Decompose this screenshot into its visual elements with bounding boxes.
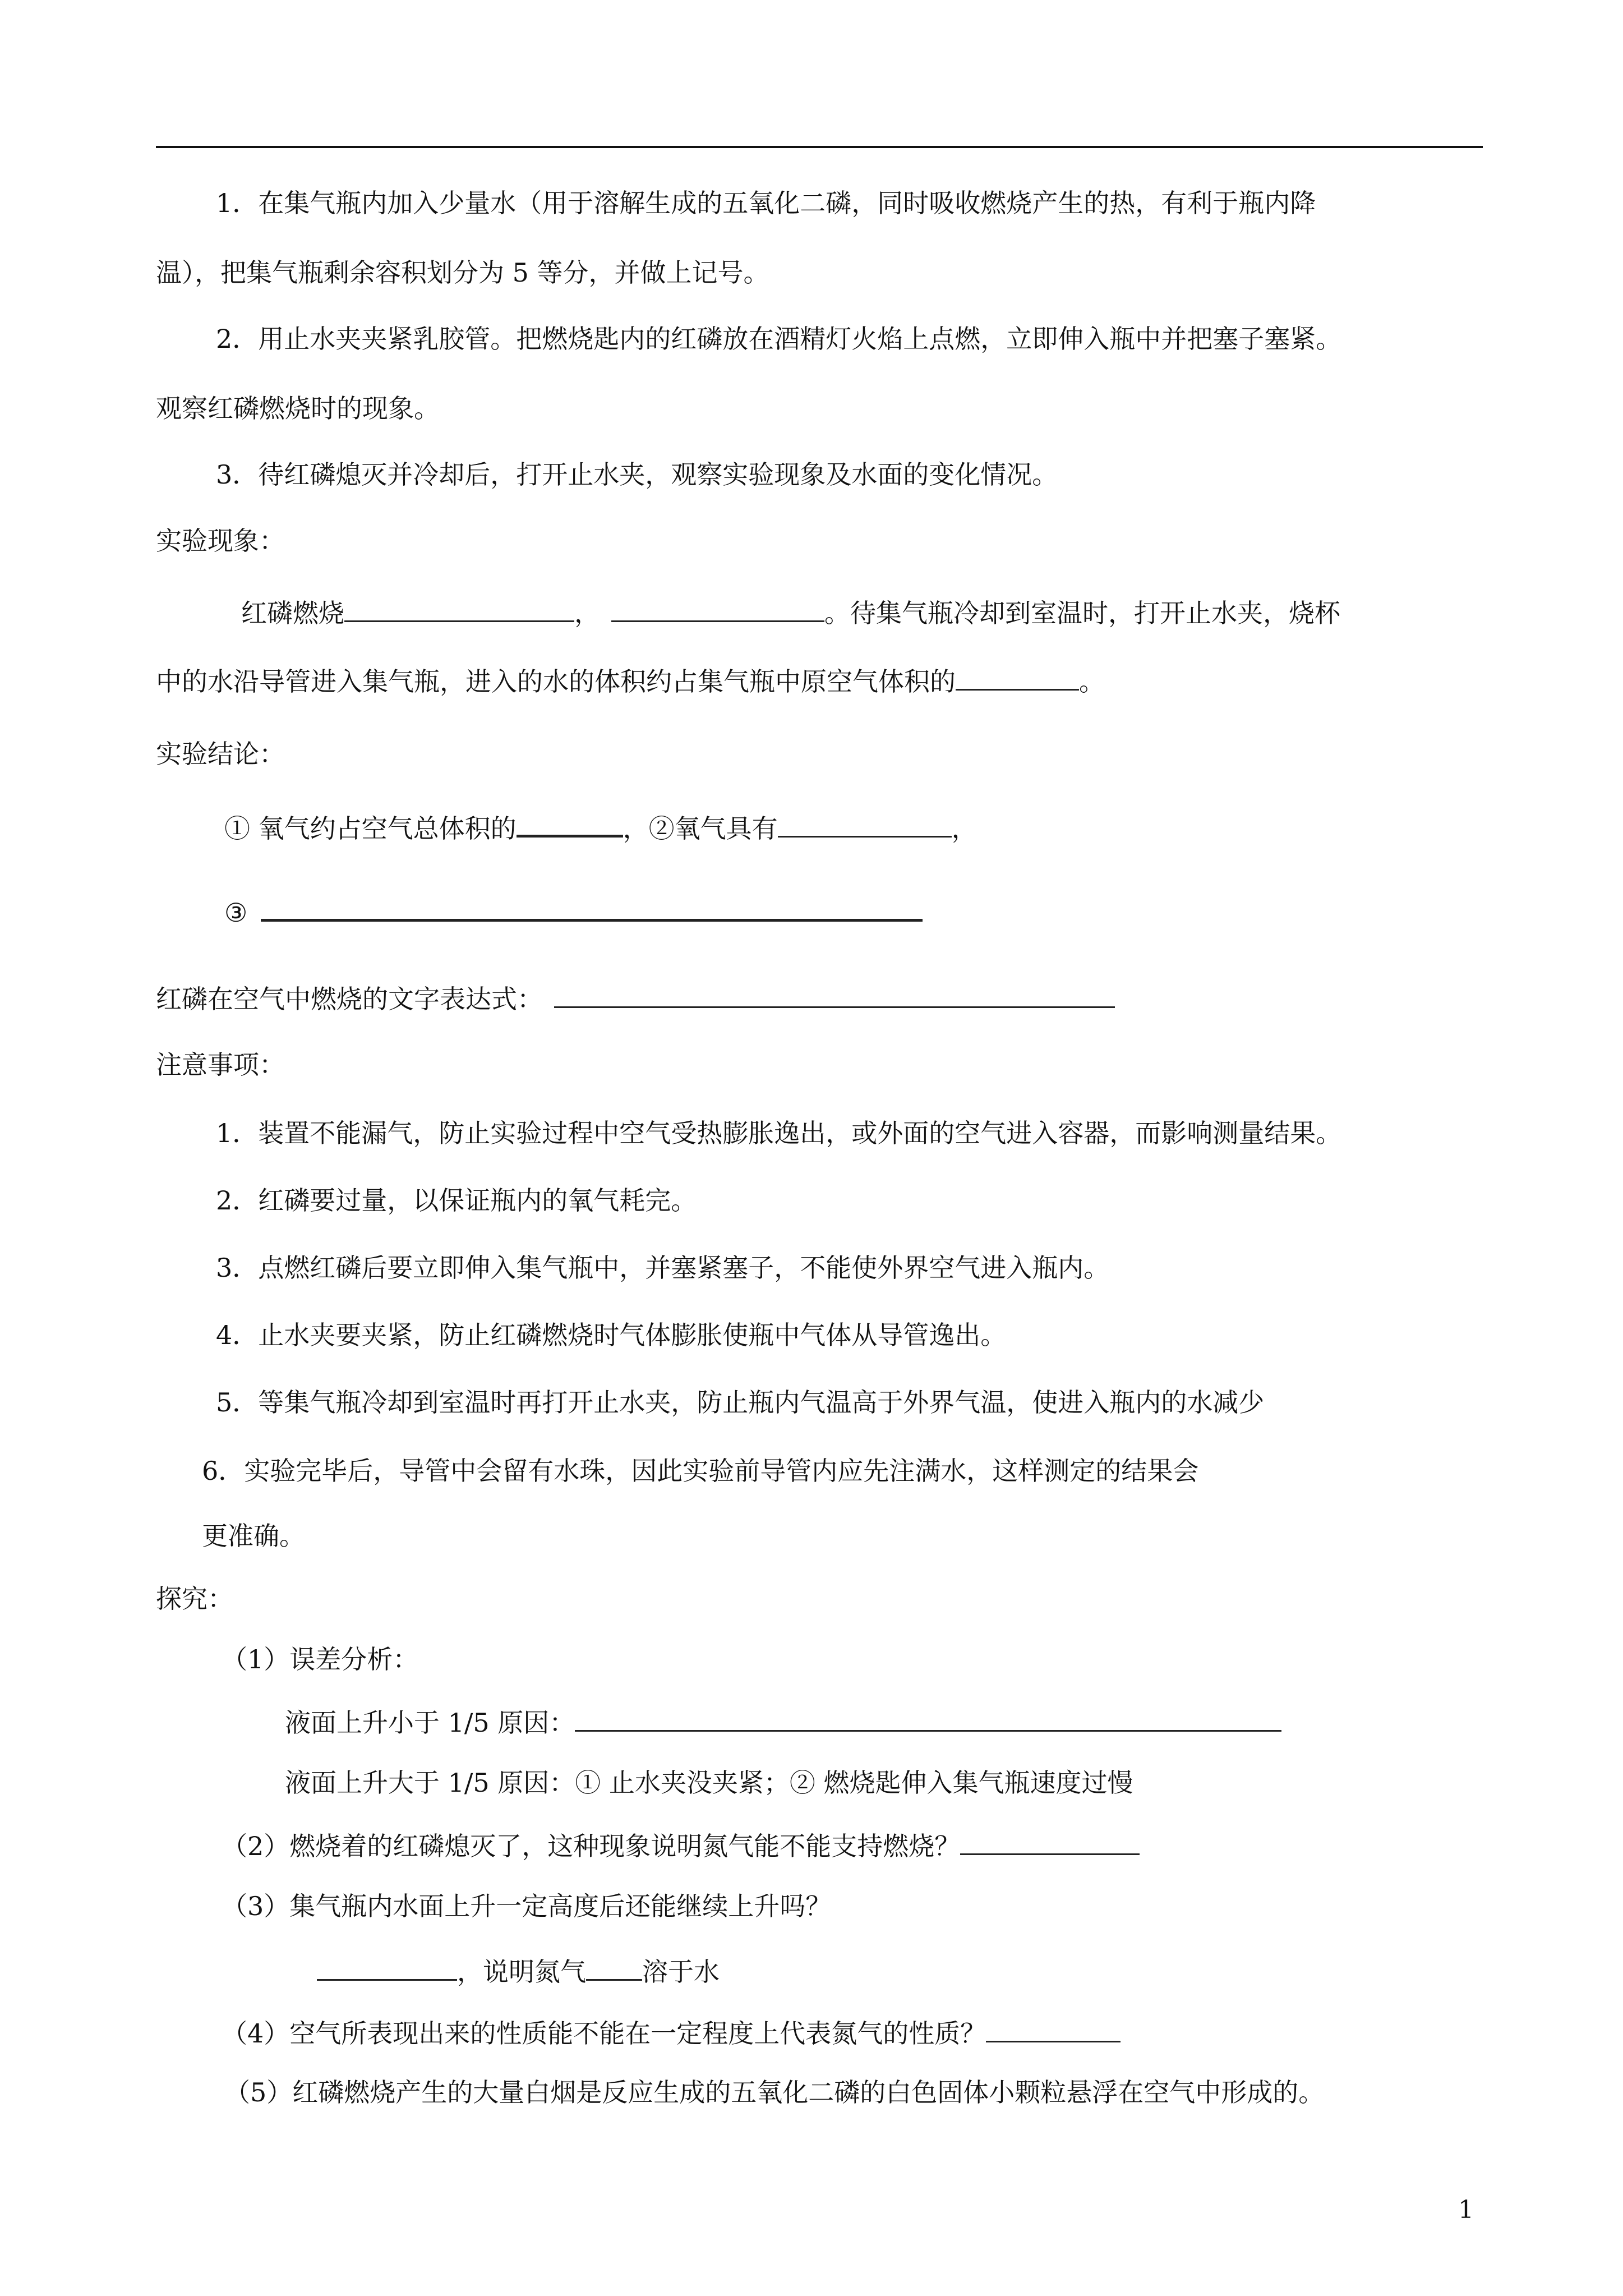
- note-3: 3．点燃红磷后要立即伸入集气瓶中，并塞紧塞子，不能使外界空气进入瓶内。: [216, 1253, 1110, 1283]
- phenomenon-text-b: 。待集气瓶冷却到室温时，打开止水夹，烧杯: [824, 598, 1340, 628]
- note-1: 1．装置不能漏气，防止实验过程中空气受热膨胀逸出，或外面的空气进入容器，而影响测量结果。: [216, 1118, 1342, 1148]
- explore-heading: 探究：: [156, 1584, 233, 1614]
- step-1-line-2: 温），把集气瓶剩余容积划分为 5 等分，并做上记号。: [156, 257, 769, 288]
- blank-phenomenon-2[interactable]: [611, 595, 824, 622]
- conclusion-heading: 实验结论：: [156, 739, 285, 769]
- explore-q2-text: （2）燃烧着的红磷熄灭了，这种现象说明氮气能不能支持燃烧？: [222, 1831, 961, 1861]
- conclusion-line-1: [224, 809, 978, 845]
- phenomenon-heading: 实验现象：: [156, 526, 285, 556]
- blank-air-property[interactable]: [986, 2015, 1121, 2042]
- phenomenon-line-2: [156, 663, 1105, 698]
- blank-conclusion-3[interactable]: [261, 893, 923, 922]
- step-2-line-1: 2．用止水夹夹紧乳胶管。把燃烧匙内的红磷放在酒精灯火焰上点燃，立即伸入瓶中并把塞子塞紧。: [216, 324, 1342, 354]
- phenomenon-sep: ，: [574, 598, 600, 628]
- blank-oxygen-fraction[interactable]: [517, 809, 623, 838]
- expression-label: 红磷在空气中燃烧的文字表达式：: [156, 984, 543, 1014]
- note-6-line-1: 6．实验完毕后，导管中会留有水珠，因此实验前导管内应先注满水，这样测定的结果会: [202, 1456, 1199, 1486]
- blank-oxygen-property[interactable]: [778, 810, 952, 838]
- phenomenon-text-a: 红磷燃烧: [241, 598, 344, 628]
- phenomenon-line-1: [241, 595, 1340, 630]
- phenomenon-text-c: 中的水沿导管进入集气瓶，进入的水的体积约占集气瓶中原空气体积的: [156, 666, 956, 697]
- header-rule: [156, 146, 1483, 148]
- explore-q3-answer-line: [317, 1953, 720, 1989]
- explore-q2-line: [222, 1828, 1140, 1863]
- blank-volume-fraction[interactable]: [956, 663, 1079, 691]
- explore-q4-line: [222, 2015, 1121, 2050]
- step-2-line-2: 观察红磷燃烧时的现象。: [156, 393, 440, 424]
- step-3: 3．待红磷熄灭并冷却后，打开止水夹，观察实验现象及水面的变化情况。: [216, 459, 1058, 490]
- step-1-line-1: 1．在集气瓶内加入少量水（用于溶解生成的五氧化二磷，同时吸收燃烧产生的热，有利于瓶内降: [216, 188, 1316, 218]
- conclusion-text-a: ① 氧气约占空气总体积的: [224, 813, 517, 844]
- blank-water-rise[interactable]: [317, 1953, 457, 1981]
- explore-q4-text: （4）空气所表现出来的性质能不能在一定程度上代表氮气的性质？: [222, 2018, 986, 2049]
- explore-q5: （5）红磷燃烧产生的大量白烟是反应生成的五氧化二磷的白色固体小颗粒悬浮在空气中形成的。: [224, 2077, 1325, 2108]
- blank-nitrogen-combustion[interactable]: [960, 1828, 1140, 1855]
- notes-heading: 注意事项：: [156, 1050, 285, 1080]
- conclusion-text-b: ，②氧气具有: [623, 813, 778, 844]
- note-5: 5．等集气瓶冷却到室温时再打开止水夹，防止瓶内气温高于外界气温，使进入瓶内的水减少: [216, 1387, 1265, 1418]
- page-number: 1: [1458, 2196, 1474, 2224]
- blank-phenomenon-1[interactable]: [344, 595, 574, 622]
- explore-q1-low-line: [285, 1704, 1281, 1740]
- blank-solubility[interactable]: [586, 1953, 642, 1981]
- conclusion-circle-3: ③: [224, 898, 248, 928]
- blank-word-equation[interactable]: [554, 981, 1115, 1008]
- phenomenon-end: 。: [1079, 666, 1105, 697]
- explore-q3-text-b: ，说明氮气: [457, 1957, 586, 1987]
- conclusion-end: ，: [951, 813, 978, 844]
- expression-line: [156, 981, 1115, 1016]
- explore-q1: （1）误差分析：: [222, 1644, 419, 1674]
- note-4: 4．止水夹要夹紧，防止红磷燃烧时气体膨胀使瓶中气体从导管逸出。: [216, 1320, 1007, 1350]
- explore-q3: （3）集气瓶内水面上升一定高度后还能继续上升吗？: [222, 1891, 832, 1921]
- note-2: 2．红磷要过量，以保证瓶内的氧气耗完。: [216, 1185, 697, 1216]
- blank-low-reason[interactable]: [575, 1704, 1281, 1732]
- explore-q1-high: 液面上升大于 1/5 原因：① 止水夹没夹紧；② 燃烧匙伸入集气瓶速度过慢: [285, 1768, 1133, 1798]
- conclusion-line-3: [224, 893, 923, 930]
- explore-q3-text-c: 溶于水: [642, 1957, 720, 1987]
- note-6-line-2: 更准确。: [202, 1521, 305, 1551]
- explore-q1-low-label: 液面上升小于 1/5 原因：: [285, 1708, 575, 1738]
